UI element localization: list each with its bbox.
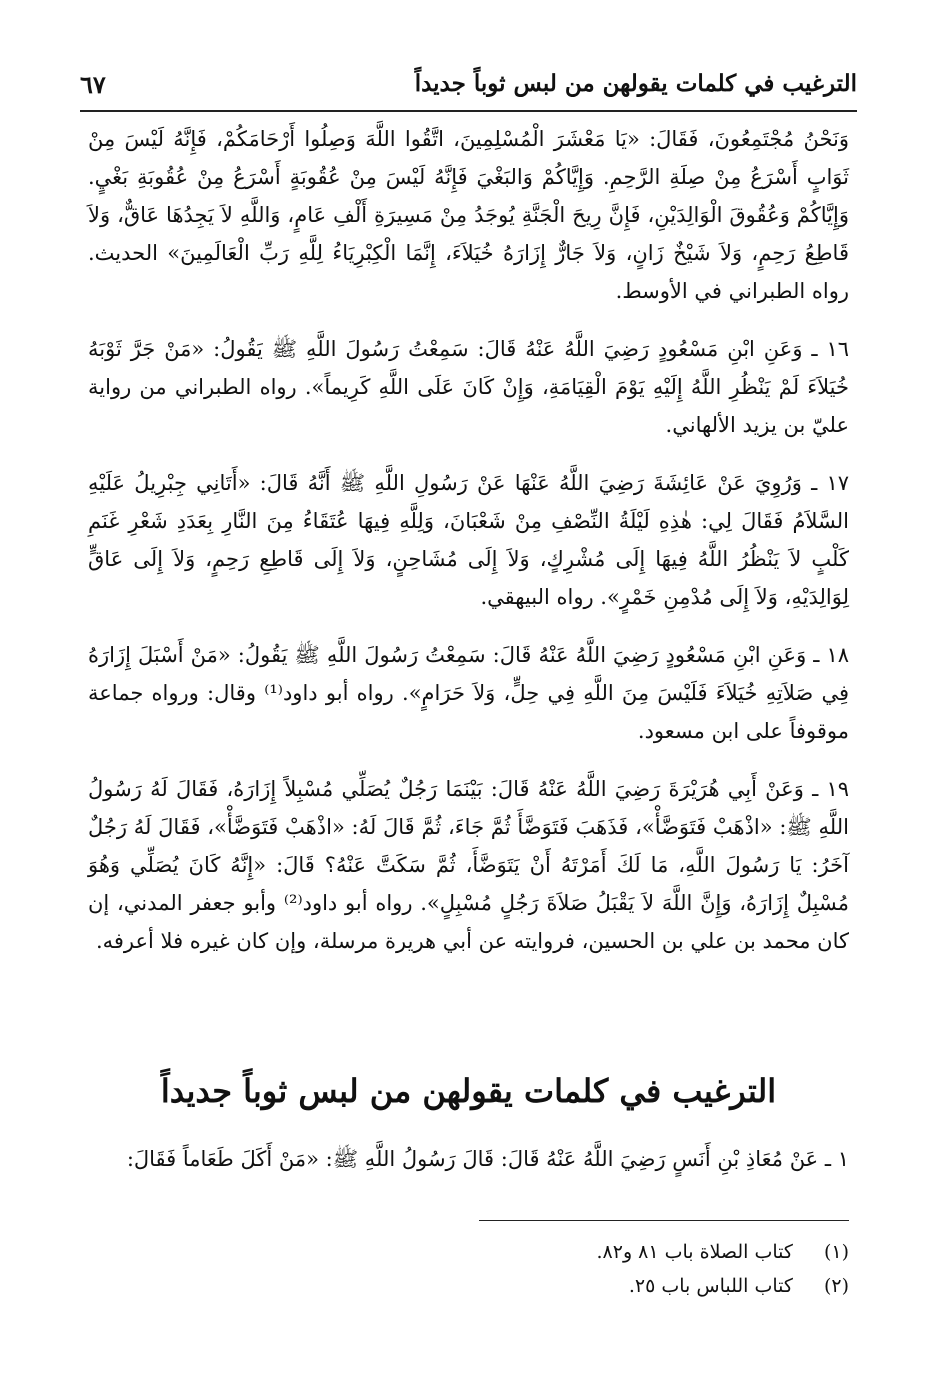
main-text [88,120,849,980]
page-header [80,70,857,112]
section-heading: الترغيب في كلمات يقولهن من لبس ثوباً جديداً [160,1072,777,1110]
footnotes [300,1235,849,1303]
paragraph-continuation: وَنَحْنُ مُجْتَمِعُونَ، فَقَالَ: «يَا مَعْشَرَ الْمُسْلِمِينَ، اتَّقُوا اللَّهَ وَصِلُوا أَرْحَامَكُمْ، فَإِنَّهُ لَيْسَ مِنْ ثَوَابٍ أَسْرَعُ مِنْ صِلَةِ الرَّحِمِ. وَإِيَّاكُمْ وَالبَغْيَ فَإِنَّهُ لَيْسَ مِنْ عُقُوبَةٍ أَسْرَعُ مِنْ عُقُوبَةِ بَغْيٍ. وَإِيَّاكُمْ وَعُقُوقَ الْوَالِدَيْنِ، فَإِنَّ رِيحَ الْجَنَّةِ يُوجَدُ مِنْ مَسِيرَةِ أَلْفِ عَامٍ، وَاللَّهِ لاَ يَجِدُهَا عَاقٌّ، وَلاَ قَاطِعُ رَحِمٍ، وَلاَ شَيْخٌ زَانٍ، وَلاَ جَارٌّ إِزَارَهُ خُيَلاَءَ، إِنَّمَا الْكِبْرِيَاءُ لِلَّهِ رَبِّ الْعَالَمِينَ» الحديث. رواه الطبراني في الأوسط. [88,127,849,303]
section-first-hadith: ١ ـ عَنْ مُعَاذِ بْنِ أَنَسٍ رَضِيَ اللَّهُ عَنْهُ قَالَ: قَالَ رَسُولُ اللَّهِ ﷺ: «مَنْ أَكَلَ طَعَاماً فَقَالَ: [126,1147,849,1171]
hadith-19: ١٩ ـ وَعَنْ أَبِي هُرَيْرَةَ رَضِيَ اللَّهُ عَنْهُ قَالَ: بَيْنَمَا رَجُلٌ يُصَلِّي مُسْبِلاً إِزَارَهُ، فَقَالَ لَهُ رَسُولُ اللَّهِ ﷺ: «اذْهَبْ فَتَوَضَّأْ»، فَذَهَبَ فَتَوَضَّأَ ثُمَّ جَاءَ، ثُمَّ قَالَ لَهُ: «اذْهَبْ فَتَوَضَّأْ»، فَقَالَ لَهُ رَجُلٌ آخَرُ: يَا رَسُولَ اللَّهِ، مَا لَكَ أَمَرْتَهُ أَنْ يَتَوَضَّأَ، ثُمَّ سَكَتَّ عَنْهُ؟ قَالَ: «إِنَّهُ كَانَ يُصَلِّي وَهُوَ مُسْبِلٌ إِزَارَهُ، وَإِنَّ اللَّهَ لاَ يَقْبَلُ صَلاَةَ رَجُلٍ مُسْبِلٍ». رواه أبو داود⁽²⁾ وأبو جعفر المدني، إن كان محمد بن علي بن الحسين، فروايته عن أبي هريرة مرسلة، وإن كان غيره فلا أعرفه. [88,777,849,953]
footnote-mark: (١) [823,1241,849,1263]
footnote-text: كتاب الصلاة باب ٨١ و٨٢. [596,1241,793,1263]
footnote-mark: (٢) [823,1275,849,1297]
footnote-1 [300,1235,849,1269]
footnote-divider [479,1220,849,1221]
running-title: الترغيب في كلمات يقولهن من لبس ثوباً جديداً [414,70,857,97]
footnote-text: كتاب اللباس باب ٢٥. [628,1275,793,1297]
hadith-18: ١٨ ـ وَعَنِ ابْنِ مَسْعُودٍ رَضِيَ اللَّهُ عَنْهُ قَالَ: سَمِعْتُ رَسُولَ اللَّهِ ﷺ يَقُولُ: «مَنْ أَسْبَلَ إِزَارَهُ فِي صَلاَتِهِ خُيَلاَءَ فَلَيْسَ مِنَ اللَّهِ فِي حِلٍّ، وَلاَ حَرَامٍ». رواه أبو داود⁽¹⁾ وقال: ورواه جماعة موقوفاً على ابن مسعود. [88,643,849,743]
hadith-17: ١٧ ـ وَرُوِيَ عَنْ عَائِشَةَ رَضِيَ اللَّهُ عَنْهَا عَنْ رَسُولِ اللَّهِ ﷺ أَنَّهُ قَالَ: «أَتَانِي جِبْرِيلُ عَلَيْهِ السَّلاَمُ فَقَالَ لِي: هٰذِهِ لَيْلَةُ النِّصْفِ مِنْ شَعْبَانَ، وَلِلَّهِ فِيهَا عُتَقَاءُ مِنَ النَّارِ بِعَدَدِ شَعْرِ غَنَمِ كَلْبٍ لاَ يَنْظُرُ اللَّهُ فِيهَا إِلَى مُشْرِكٍ، وَلاَ إِلَى مُشَاحِنٍ، وَلاَ إِلَى قَاطِعِ رَحِمٍ، وَلاَ إِلَى عَاقٍّ لِوَالِدَيْهِ، وَلاَ إِلَى مُدْمِنِ خَمْرٍ». رواه البيهقي. [88,471,849,609]
page-number: ٦٧ [80,70,106,99]
footnote-2 [300,1269,849,1303]
hadith-16: ١٦ ـ وَعَنِ ابْنِ مَسْعُودٍ رَضِيَ اللَّهُ عَنْهُ قَالَ: سَمِعْتُ رَسُولَ اللَّهِ ﷺ يَقُولُ: «مَنْ جَرَّ ثَوْبَهُ خُيَلاَءَ لَمْ يَنْظُرِ اللَّهُ إِلَيْهِ يَوْمَ الْقِيَامَةِ، وَإِنْ كَانَ عَلَى اللَّهِ كَرِيماً». رواه الطبراني من رواية عليّ بن يزيد الألهاني. [88,337,849,437]
